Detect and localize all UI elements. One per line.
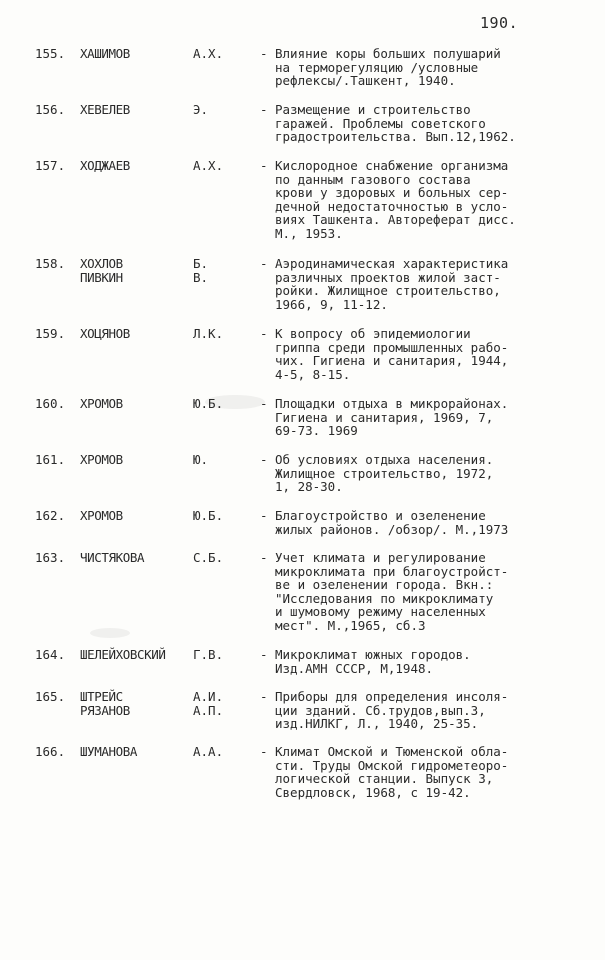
entry-author-initials xyxy=(193,103,208,117)
entry-author-surnames xyxy=(80,103,130,117)
reference-line: 1, 28-30. xyxy=(275,479,343,495)
entry-number: 161. xyxy=(35,452,66,467)
reference-line: Климат Омской и Тюменской обла- xyxy=(275,744,509,759)
reference-line: мест". М.,1965, сб.3 xyxy=(275,617,426,633)
reference-line: Аэродинамическая характеристика xyxy=(275,256,509,271)
entry-number: 156. xyxy=(35,102,66,117)
reference-line: 69-73. 1969 xyxy=(275,423,358,439)
reference-line: К вопросу об эпидемиологии xyxy=(275,326,471,341)
entry-dash: - xyxy=(260,508,268,523)
entry-author-surnames xyxy=(80,690,130,717)
reference-line: Размещение и строительство xyxy=(275,102,471,117)
entry-reference xyxy=(275,648,575,675)
entry-dash: - xyxy=(260,326,268,341)
reference-line: "Исследования по микроклимату xyxy=(275,590,494,606)
reference-line: сти. Труды Омской гидрометеоро- xyxy=(275,757,509,773)
author-initials: А.Х. xyxy=(193,158,224,173)
entry-dash: - xyxy=(260,452,268,467)
entry-author-initials xyxy=(193,551,223,565)
reference-line: логической станции. Выпуск 3, xyxy=(275,771,494,787)
author-surname: ХОХЛОВ xyxy=(80,256,123,271)
reference-line: Влияние коры больших полушарий xyxy=(275,46,501,61)
author-surname: ХАШИМОВ xyxy=(80,46,130,61)
reference-line: ции зданий. Сб.трудов,вып.3, xyxy=(275,702,486,718)
reference-line: изд.НИЛКГ, Л., 1940, 25-35. xyxy=(275,716,479,732)
entry-dash: - xyxy=(260,647,268,662)
entry-author-surnames xyxy=(80,257,123,284)
entry-author-surnames xyxy=(80,159,130,173)
entry-author-initials xyxy=(193,690,223,717)
reference-line: Приборы для определения инсоля- xyxy=(275,689,509,704)
entry-number: 165. xyxy=(35,689,66,704)
entry-reference xyxy=(275,47,575,88)
author-surname: ХРОМОВ xyxy=(80,452,123,467)
author-initials: Ю.Б. xyxy=(193,396,224,411)
entry-reference xyxy=(275,509,575,536)
entry-author-surnames xyxy=(80,509,123,523)
reference-line: 4-5, 8-15. xyxy=(275,366,351,382)
reference-line: жилых районов. /обзор/. М.,1973 xyxy=(275,521,509,537)
entry-reference xyxy=(275,397,575,438)
entry-author-initials xyxy=(193,257,208,284)
entry-author-initials xyxy=(193,453,208,467)
reference-line: гаражей. Проблемы советского xyxy=(275,115,486,131)
entry-author-surnames xyxy=(80,47,130,61)
reference-line: ве и озеленении города. Вкн.: xyxy=(275,577,494,593)
reference-line: Изд.АМН СССР, М,1948. xyxy=(275,660,434,676)
author-initials: С.Б. xyxy=(193,550,224,565)
reference-line: микроклимата при благоустройст- xyxy=(275,563,509,579)
entry-reference xyxy=(275,257,575,311)
entry-author-initials xyxy=(193,648,223,662)
reference-line: 1966, 9, 11-12. xyxy=(275,296,388,312)
entry-dash: - xyxy=(260,744,268,759)
entry-author-surnames xyxy=(80,327,130,341)
entry-author-surnames xyxy=(80,745,137,759)
entry-number: 155. xyxy=(35,46,66,61)
reference-line: ройки. Жилищное строительство, xyxy=(275,283,501,299)
author-initials: А.А. xyxy=(193,744,224,759)
author-surname: ПИВКИН xyxy=(80,269,123,285)
reference-line: Учет климата и регулирование xyxy=(275,550,486,565)
reference-line: Микроклимат южных городов. xyxy=(275,647,471,662)
author-surname: ШТРЕЙС xyxy=(80,689,123,704)
entry-author-surnames xyxy=(80,551,144,565)
reference-line: гриппа среди промышленных рабо- xyxy=(275,339,509,355)
author-surname: ХРОМОВ xyxy=(80,396,123,411)
reference-line: и шумовому режиму населенных xyxy=(275,604,486,620)
author-initials: А.Х. xyxy=(193,46,224,61)
entry-dash: - xyxy=(260,158,268,173)
reference-line: различных проектов жилой заст- xyxy=(275,269,501,285)
reference-line: чих. Гигиена и санитария, 1944, xyxy=(275,353,509,369)
entry-author-surnames xyxy=(80,648,166,662)
reference-line: виях Ташкента. Автореферат дисс. xyxy=(275,212,516,228)
reference-line: Об условиях отдыха населения. xyxy=(275,452,494,467)
entry-reference xyxy=(275,551,575,633)
reference-line: М., 1953. xyxy=(275,225,343,241)
entry-reference xyxy=(275,103,575,144)
author-initials: Ю.Б. xyxy=(193,508,224,523)
entry-dash: - xyxy=(260,396,268,411)
entry-dash: - xyxy=(260,550,268,565)
author-initials: А.П. xyxy=(193,702,224,718)
author-surname: ХРОМОВ xyxy=(80,508,123,523)
entry-dash: - xyxy=(260,256,268,271)
entry-reference xyxy=(275,690,575,731)
entry-author-initials xyxy=(193,397,223,411)
entry-author-initials xyxy=(193,509,223,523)
author-surname: ШЕЛЕЙХОВСКИЙ xyxy=(80,647,166,662)
entry-dash: - xyxy=(260,102,268,117)
author-surname: РЯЗАНОВ xyxy=(80,702,130,718)
scan-smudge xyxy=(90,628,130,638)
entry-number: 159. xyxy=(35,326,66,341)
reference-line: рефлексы/.Ташкент, 1940. xyxy=(275,73,456,89)
entry-number: 157. xyxy=(35,158,66,173)
entry-author-surnames xyxy=(80,397,123,411)
entry-reference xyxy=(275,327,575,381)
entry-number: 163. xyxy=(35,550,66,565)
author-surname: ХЕВЕЛЕВ xyxy=(80,102,130,117)
entry-reference xyxy=(275,453,575,494)
author-initials: Ю. xyxy=(193,452,209,467)
author-initials: А.И. xyxy=(193,689,224,704)
author-surname: ШУМАНОВА xyxy=(80,744,138,759)
entry-number: 158. xyxy=(35,256,66,271)
author-initials: Г.В. xyxy=(193,647,224,662)
entry-number: 160. xyxy=(35,396,66,411)
reference-line: Жилищное строительство, 1972, xyxy=(275,465,494,481)
author-initials: Э. xyxy=(193,102,209,117)
author-initials: В. xyxy=(193,269,209,285)
author-surname: ХОДЖАЕВ xyxy=(80,158,130,173)
entry-dash: - xyxy=(260,46,268,61)
entry-author-initials xyxy=(193,327,223,341)
entry-reference xyxy=(275,159,575,241)
reference-line: по данным газового состава xyxy=(275,171,471,187)
page-number: 190. xyxy=(480,14,519,32)
author-initials: Л.К. xyxy=(193,326,224,341)
entry-author-initials xyxy=(193,47,223,61)
reference-line: Гигиена и санитария, 1969, 7, xyxy=(275,409,494,425)
reference-line: дечной недостаточностью в усло- xyxy=(275,198,509,214)
entry-number: 164. xyxy=(35,647,66,662)
author-surname: ХОЦЯНОВ xyxy=(80,326,130,341)
reference-line: крови у здоровых и больных сер- xyxy=(275,185,509,201)
entry-reference xyxy=(275,745,575,799)
reference-line: Площадки отдыха в микрорайонах. xyxy=(275,396,509,411)
entry-author-surnames xyxy=(80,453,123,467)
reference-line: на терморегуляцию /условные xyxy=(275,59,479,75)
entry-author-initials xyxy=(193,159,223,173)
entry-number: 166. xyxy=(35,744,66,759)
author-surname: ЧИСТЯКОВА xyxy=(80,550,145,565)
author-initials: Б. xyxy=(193,256,209,271)
entry-dash: - xyxy=(260,689,268,704)
reference-line: Кислородное снабжение организма xyxy=(275,158,509,173)
entry-number: 162. xyxy=(35,508,66,523)
reference-line: градостроительства. Вып.12,1962. xyxy=(275,129,516,145)
reference-line: Благоустройство и озеленение xyxy=(275,508,486,523)
reference-line: Свердловск, 1968, с 19-42. xyxy=(275,784,471,800)
entry-author-initials xyxy=(193,745,223,759)
